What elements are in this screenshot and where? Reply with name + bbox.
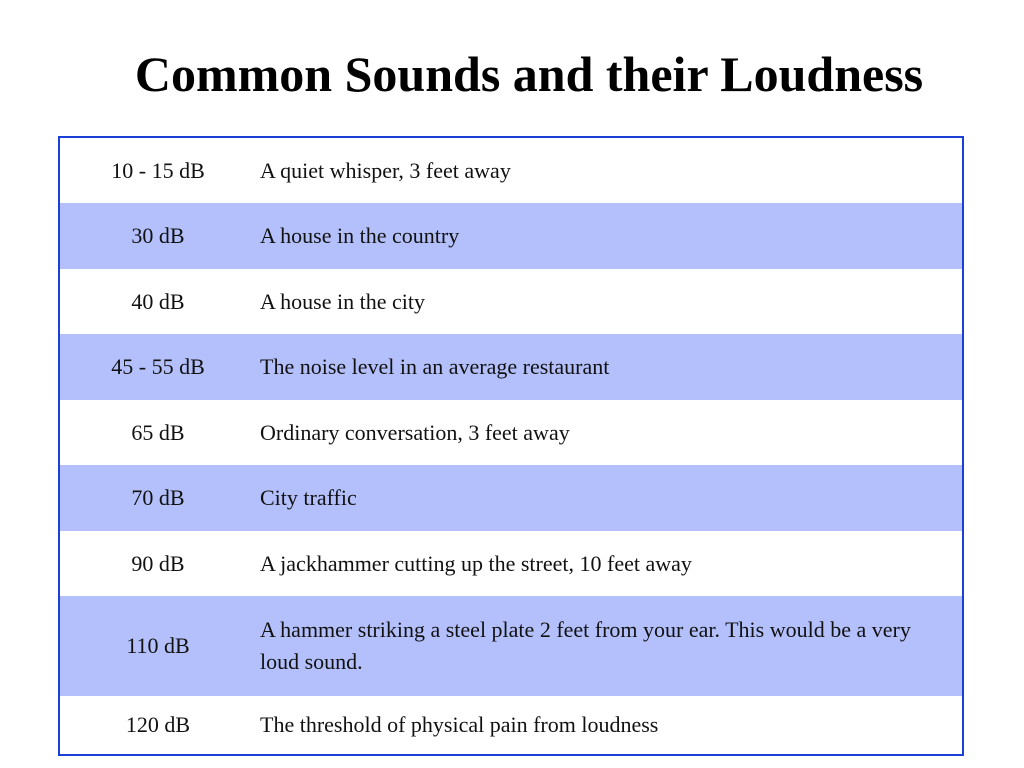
loudness-table: [60, 138, 962, 753]
table-row: [60, 596, 962, 696]
description-cell: City traffic: [260, 485, 357, 510]
level-cell: 120 dB: [125, 711, 191, 737]
description-cell: A house in the city: [260, 288, 425, 314]
level-cell: 40 dB: [131, 288, 185, 314]
table-row: [60, 465, 962, 531]
table-row: [60, 531, 962, 596]
table-row: [60, 400, 962, 465]
loudness-table-frame: [58, 136, 964, 756]
level-cell: 45 - 55 dB: [111, 354, 205, 379]
description-cell: A quiet whisper, 3 feet away: [260, 157, 511, 183]
level-cell: 65 dB: [131, 419, 185, 445]
level-cell: 90 dB: [131, 550, 185, 576]
description-cell: A hammer striking a steel plate 2 feet from your ear. This would be a very loud sound.: [260, 617, 911, 674]
table-row: [60, 334, 962, 400]
table-row: [60, 203, 962, 269]
table-row: [60, 269, 962, 334]
table-row: [60, 696, 962, 753]
slide-title: Common Sounds and their Loudness: [134, 46, 924, 102]
level-cell: 110 dB: [126, 633, 190, 658]
description-cell: The threshold of physical pain from loudness: [260, 711, 659, 737]
level-cell: 10 - 15 dB: [111, 157, 205, 183]
description-cell: A jackhammer cutting up the street, 10 feet away: [260, 550, 692, 576]
description-cell: A house in the country: [260, 223, 460, 248]
description-cell: Ordinary conversation, 3 feet away: [260, 419, 570, 445]
level-cell: 70 dB: [131, 485, 185, 510]
table-row: [60, 138, 962, 203]
description-cell: The noise level in an average restaurant: [260, 354, 610, 379]
level-cell: 30 dB: [131, 223, 185, 248]
